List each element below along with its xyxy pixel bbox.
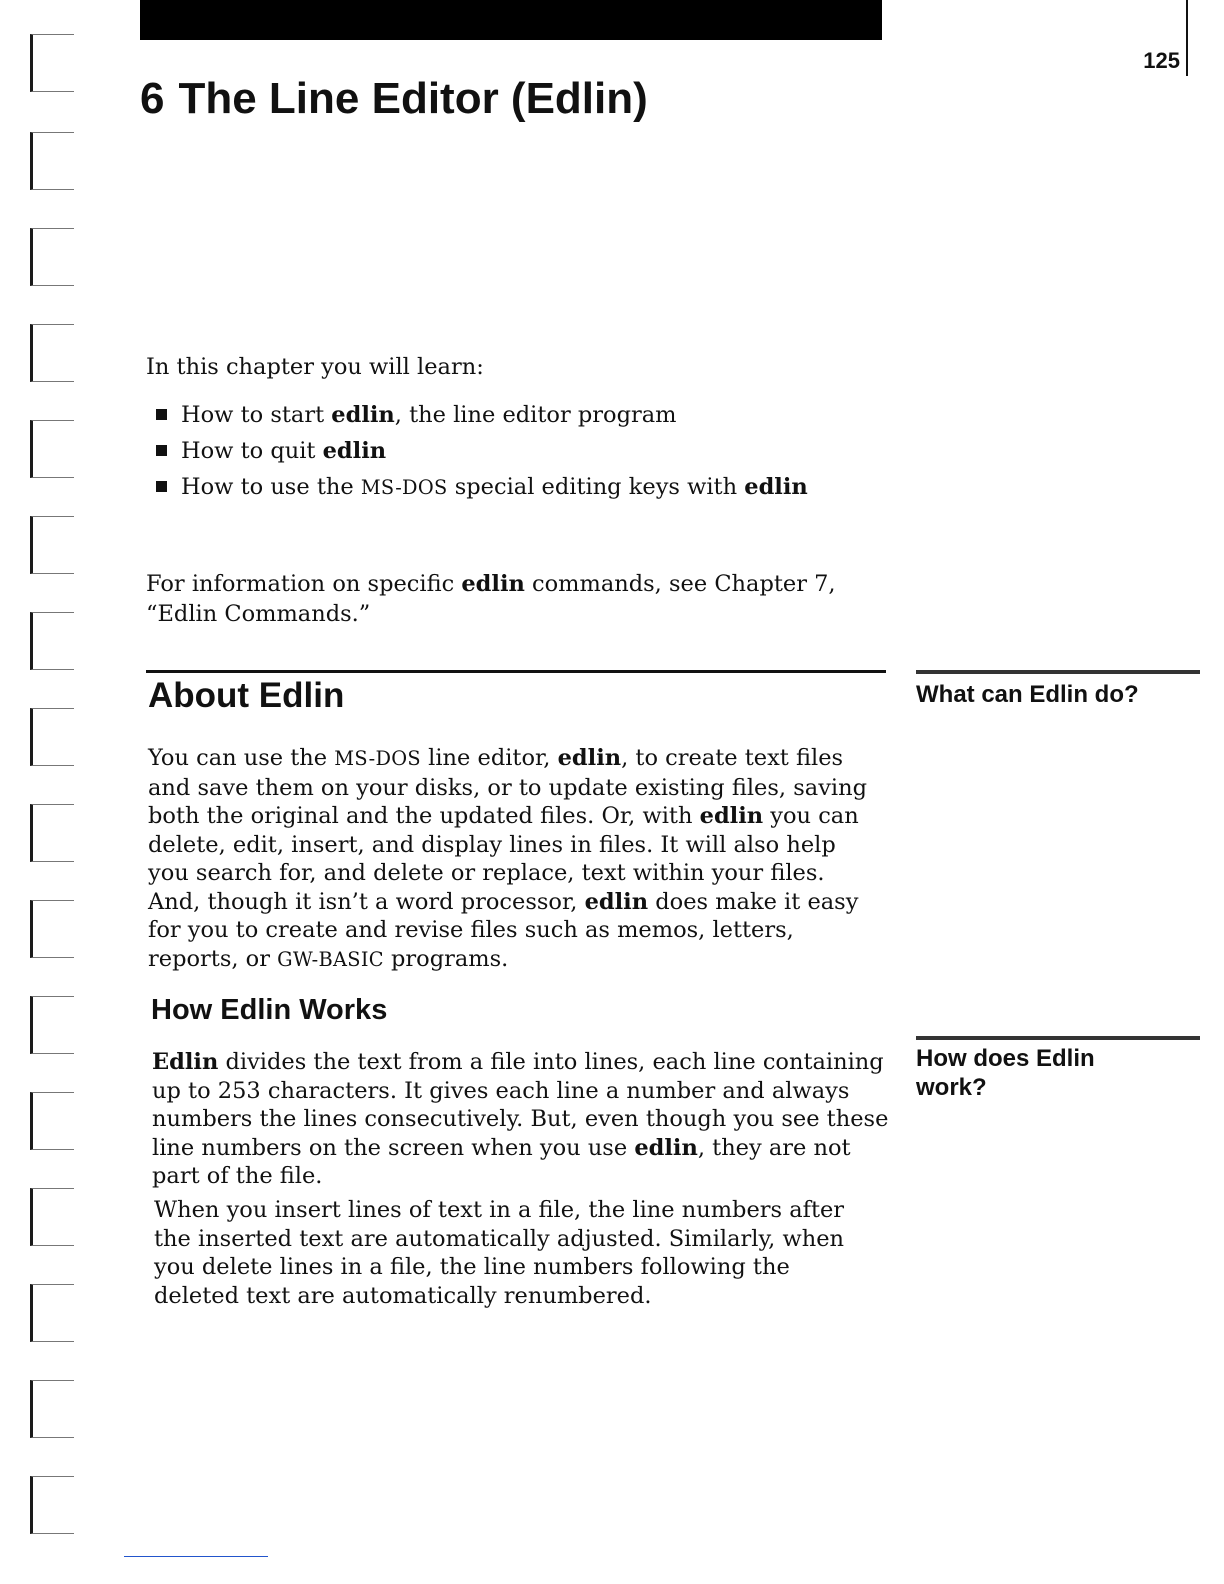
list-item — [152, 472, 808, 508]
bullet-square-icon — [156, 445, 167, 456]
command-name: edlin — [699, 803, 764, 829]
paragraph-text: , they are not part of the file. — [152, 1134, 851, 1189]
bullet-text: How to use the — [181, 474, 361, 500]
binder-bracket — [30, 420, 74, 478]
how-paragraph-1 — [152, 1048, 892, 1191]
command-name: edlin — [584, 888, 649, 915]
see-also-note — [146, 569, 866, 629]
bullet-text: How to start — [181, 402, 332, 428]
paragraph-text: divides the text from a file into lines, each line containing up to 253 characters. It gives each line a number and always numbers the lines consecutively. But, even though you see these line numbers on the screen when you use — [152, 1049, 889, 1161]
binder-bracket — [30, 516, 74, 574]
binder-bracket — [30, 1284, 74, 1342]
about-paragraph — [148, 744, 870, 974]
list-item — [152, 436, 808, 472]
command-name: edlin — [744, 474, 808, 500]
bottom-rule — [124, 1556, 268, 1557]
command-name: edlin — [322, 438, 387, 464]
subsection-heading-how: How Edlin Works — [151, 994, 388, 1026]
command-name: edlin — [634, 1134, 698, 1161]
system-name: GW-BASIC — [277, 947, 384, 971]
see-also-text: commands, see Chapter 7, “Edlin Commands.” — [146, 570, 836, 627]
binder-bracket — [30, 132, 74, 190]
side-note-how: How does Edlin work? — [916, 1045, 1095, 1101]
bullet-text: , the line editor program — [394, 402, 677, 428]
section-rule — [146, 670, 886, 673]
bullet-square-icon — [156, 481, 167, 492]
paragraph-text: line editor, — [421, 745, 558, 771]
binder-bracket — [30, 708, 74, 766]
bullet-text: How to quit — [181, 438, 323, 464]
list-item — [152, 400, 808, 436]
binder-bracket — [30, 1380, 74, 1438]
section-heading-about: About Edlin — [148, 676, 345, 715]
page-edge-rule — [1186, 0, 1188, 76]
see-also-text: For information on specific — [146, 570, 462, 597]
intro-lead: In this chapter you will learn: — [146, 354, 484, 380]
header-bar — [140, 0, 882, 40]
side-note-what: What can Edlin do? — [916, 681, 1139, 708]
paragraph-text: does make it easy for you to create and revise files such as memos, letters, reports, or — [148, 888, 859, 972]
side-note-rule — [916, 670, 1200, 674]
binder-bracket — [30, 324, 74, 382]
paragraph-text: you can delete, edit, insert, and display lines in files. It will also help you search for, and delete or replace, text within your files. And, though it isn’t a word processor, — [148, 803, 859, 915]
system-name: MS-DOS — [360, 476, 448, 499]
chapter-title-text: The Line Editor (Edlin) — [178, 74, 648, 123]
binder-bracket — [30, 34, 74, 92]
command-name: Edlin — [152, 1049, 219, 1075]
binder-bracket — [30, 1092, 74, 1150]
paragraph-text: programs. — [383, 945, 509, 972]
learning-list — [152, 400, 808, 508]
bullet-text: special editing keys with — [447, 474, 745, 500]
binder-bracket — [30, 1188, 74, 1246]
chapter-title — [140, 74, 648, 124]
binder-bracket — [30, 612, 74, 670]
binder-bracket — [30, 900, 74, 958]
how-paragraph-2: When you insert lines of text in a file, the line numbers after the inserted text are automatically adjusted. Similarly, when you delete lines in a file, the line numbers following the deleted text are automatically renumbered. — [154, 1197, 845, 1309]
command-name: edlin — [461, 570, 525, 597]
paragraph-text: You can use the — [148, 745, 335, 771]
system-name: MS-DOS — [334, 747, 421, 770]
paragraph-text: , to create text files and save them on your disks, or to update existing files, saving both the original and the updated files. Or, with — [148, 745, 867, 829]
side-note-rule — [916, 1036, 1200, 1040]
page-number: 125 — [1143, 48, 1180, 73]
binder-bracket — [30, 804, 74, 862]
chapter-number: 6 — [140, 74, 165, 123]
binder-bracket — [30, 996, 74, 1054]
binder-bracket — [30, 228, 74, 286]
binder-bracket — [30, 1476, 74, 1534]
bullet-square-icon — [156, 409, 167, 420]
command-name: edlin — [557, 745, 622, 771]
command-name: edlin — [331, 402, 395, 428]
